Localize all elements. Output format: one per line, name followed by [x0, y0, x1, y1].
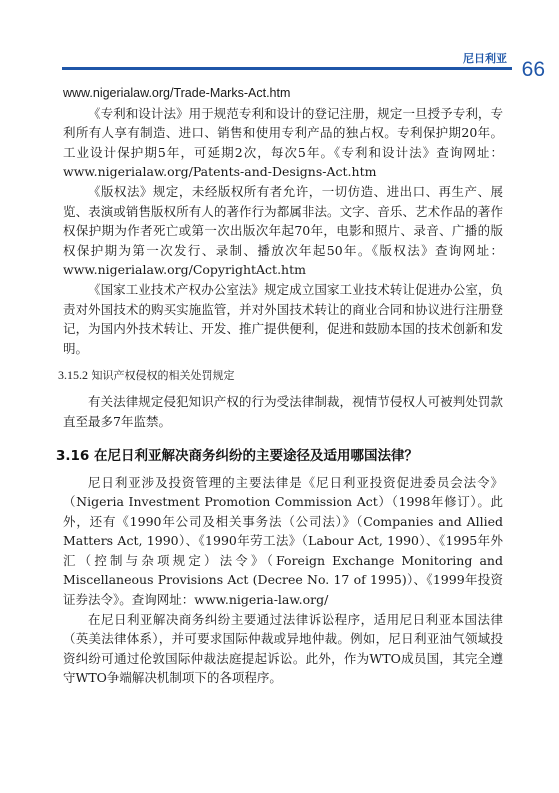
page-body [56, 84, 504, 688]
paragraph-copyright-law: 《版权法》规定，未经版权所有者允许，一切仿造、进出口、再生产、展览、表演或销售版权所有人的著作行为都属非法。文字、音乐、艺术作品的著作权保护期为作者死亡或第一次出版次年起70年，电影和照片、录音、广播的版权保护期为第一次发行、录制、播放次年起50年。《版权法》查询网址：www.nigerialaw.org/CopyrightAct.htm [63, 183, 503, 278]
section-heading: 3.16 在尼日利亚解决商务纠纷的主要途径及适用哪国法律？ [56, 447, 419, 464]
paragraph-dispute-resolution: 在尼日利亚解决商务纠纷主要通过法律诉讼程序，适用尼日利亚本国法律（英美法律体系），并可要求国际仲裁或异地仲裁。例如，尼日利亚油气领域投资纠纷可通过伦敦国际仲裁法庭提起诉讼。此外，作为WTO成员国，其完全遵守WTO争端解决机制项下的各项程序。 [63, 611, 503, 686]
sub-heading-text: 知识产权侵权的相关处罚规定 [91, 369, 235, 383]
sub-heading-number: 3.15.2 [58, 368, 88, 383]
header-rule [62, 67, 512, 70]
paragraph-penalties: 有关法律规定侵犯知识产权的行为受法律制裁，视情节侵权人可被判处罚款直至最多7年监禁。 [63, 394, 503, 429]
page-number: 66 [521, 58, 545, 81]
trademark-url: www.nigerialaw.org/Trade-Marks-Act.htm [63, 86, 291, 100]
paragraph-technology-office-law: 《国家工业技术产权办公室法》规定成立国家工业技术转让促进办公室，负责对外国技术的购买实施监管，并对外国技术转让的商业合同和协议进行注册登记，为国内外技术转让、开发、推广提供便利，促进和鼓励本国的技术创新和发明。 [63, 281, 503, 356]
sub-heading [58, 367, 503, 383]
paragraph-patent-law: 《专利和设计法》用于规范专利和设计的登记注册，规定一旦授予专利，专利所有人享有制造、进口、销售和使用专利产品的独占权。专利保护期20年。工业设计保护期5年，可延期2次，每次5年。《专利和设计法》查询网址：www.nigerialaw.org/Patents-and-Designs-Act.htm [63, 105, 503, 180]
paragraph-investment-laws: 尼日利亚涉及投资管理的主要法律是《尼日利亚投资促进委员会法令》（Nigeria Investment Promotion Commission Act）（1998年修订）。此外，还有《1990年公司及相关事务法（公司法）》（Companies and Allied Matters Act, 1990）、《1990年劳工法》（Labour Act, 1990）、《1995年外汇（控制与杂项规定）法令》（Foreign Exchange Monitoring and Miscellaneous Provisions Act (Decree No. 17 of 1995)）、《1999年投资证券法令》。查询网址：www.nigeria-law.org/ [63, 474, 504, 608]
header-country: 尼日利亚 [463, 52, 507, 65]
